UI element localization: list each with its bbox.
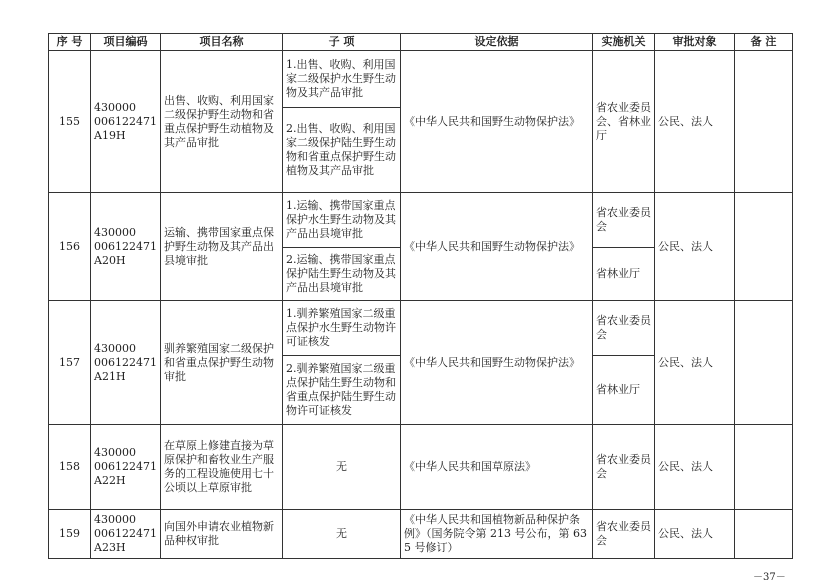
table-header-row (49, 34, 793, 51)
legal-basis: 《中华人民共和国野生动物保护法》 (401, 51, 593, 193)
legal-basis: 《中华人民共和国植物新品种保护条例》（国务院令第 213 号公布，第 635 号修订） (401, 510, 593, 559)
table-row (49, 301, 793, 356)
table-row (49, 510, 793, 559)
legal-basis: 《中华人民共和国草原法》 (401, 425, 593, 510)
table-row (49, 425, 793, 510)
item-name: 运输、携带国家重点保护野生动物及其产品出县境审批 (161, 193, 283, 301)
agency: 省农业委员会 (593, 425, 655, 510)
header-target: 审批对象 (655, 34, 735, 51)
approval-target: 公民、法人 (655, 301, 735, 425)
sub-item: 无 (283, 510, 401, 559)
item-name: 向国外申请农业植物新品种权审批 (161, 510, 283, 559)
agency: 省林业厅 (593, 248, 655, 301)
header-remark: 备 注 (735, 34, 793, 51)
header-no: 序 号 (49, 34, 91, 51)
remark (735, 425, 793, 510)
header-code: 项目编码 (91, 34, 161, 51)
remark (735, 193, 793, 301)
sub-item: 2.驯养繁殖国家二级重点保护陆生野生动物和省重点保护陆生野生动物许可证核发 (283, 356, 401, 425)
item-code: 430000 006122471 A22H (91, 425, 161, 510)
agency: 省农业委员会、省林业厅 (593, 51, 655, 193)
remark (735, 51, 793, 193)
header-sub: 子 项 (283, 34, 401, 51)
item-name: 驯养繁殖国家二级保护和省重点保护野生动物审批 (161, 301, 283, 425)
item-code: 430000 006122471 A21H (91, 301, 161, 425)
sub-item: 2.出售、收购、利用国家二级保护陆生野生动物和省重点保护野生动植物及其产品审批 (283, 108, 401, 193)
sub-item: 无 (283, 425, 401, 510)
header-agency: 实施机关 (593, 34, 655, 51)
approval-items-table (48, 33, 793, 559)
header-basis: 设定依据 (401, 34, 593, 51)
agency: 省农业委员会 (593, 301, 655, 356)
row-number: 159 (49, 510, 91, 559)
item-code: 430000 006122471 A23H (91, 510, 161, 559)
header-name: 项目名称 (161, 34, 283, 51)
table-row (49, 51, 793, 108)
sub-item: 2.运输、携带国家重点保护陆生野生动物及其产品出县境审批 (283, 248, 401, 301)
row-number: 158 (49, 425, 91, 510)
sub-item: 1.运输、携带国家重点保护水生野生动物及其产品出县境审批 (283, 193, 401, 248)
sub-item: 1.驯养繁殖国家二级重点保护水生野生动物许可证核发 (283, 301, 401, 356)
approval-target: 公民、法人 (655, 51, 735, 193)
sub-item: 1.出售、收购、利用国家二级保护水生野生动物及其产品审批 (283, 51, 401, 108)
legal-basis: 《中华人民共和国野生动物保护法》 (401, 301, 593, 425)
item-code: 430000 006122471 A20H (91, 193, 161, 301)
remark (735, 301, 793, 425)
page-number: －37－ (753, 572, 786, 583)
item-name: 出售、收购、利用国家二级保护野生动物和省重点保护野生动植物及其产品审批 (161, 51, 283, 193)
agency: 省林业厅 (593, 356, 655, 425)
approval-target: 公民、法人 (655, 193, 735, 301)
agency: 省农业委员会 (593, 193, 655, 248)
legal-basis: 《中华人民共和国野生动物保护法》 (401, 193, 593, 301)
item-code: 430000 006122471 A19H (91, 51, 161, 193)
agency: 省农业委员会 (593, 510, 655, 559)
row-number: 157 (49, 301, 91, 425)
remark (735, 510, 793, 559)
approval-target: 公民、法人 (655, 425, 735, 510)
table-row (49, 193, 793, 248)
approval-target: 公民、法人 (655, 510, 735, 559)
row-number: 155 (49, 51, 91, 193)
row-number: 156 (49, 193, 91, 301)
item-name: 在草原上修建直接为草原保护和畜牧业生产服务的工程设施使用七十公顷以上草原审批 (161, 425, 283, 510)
